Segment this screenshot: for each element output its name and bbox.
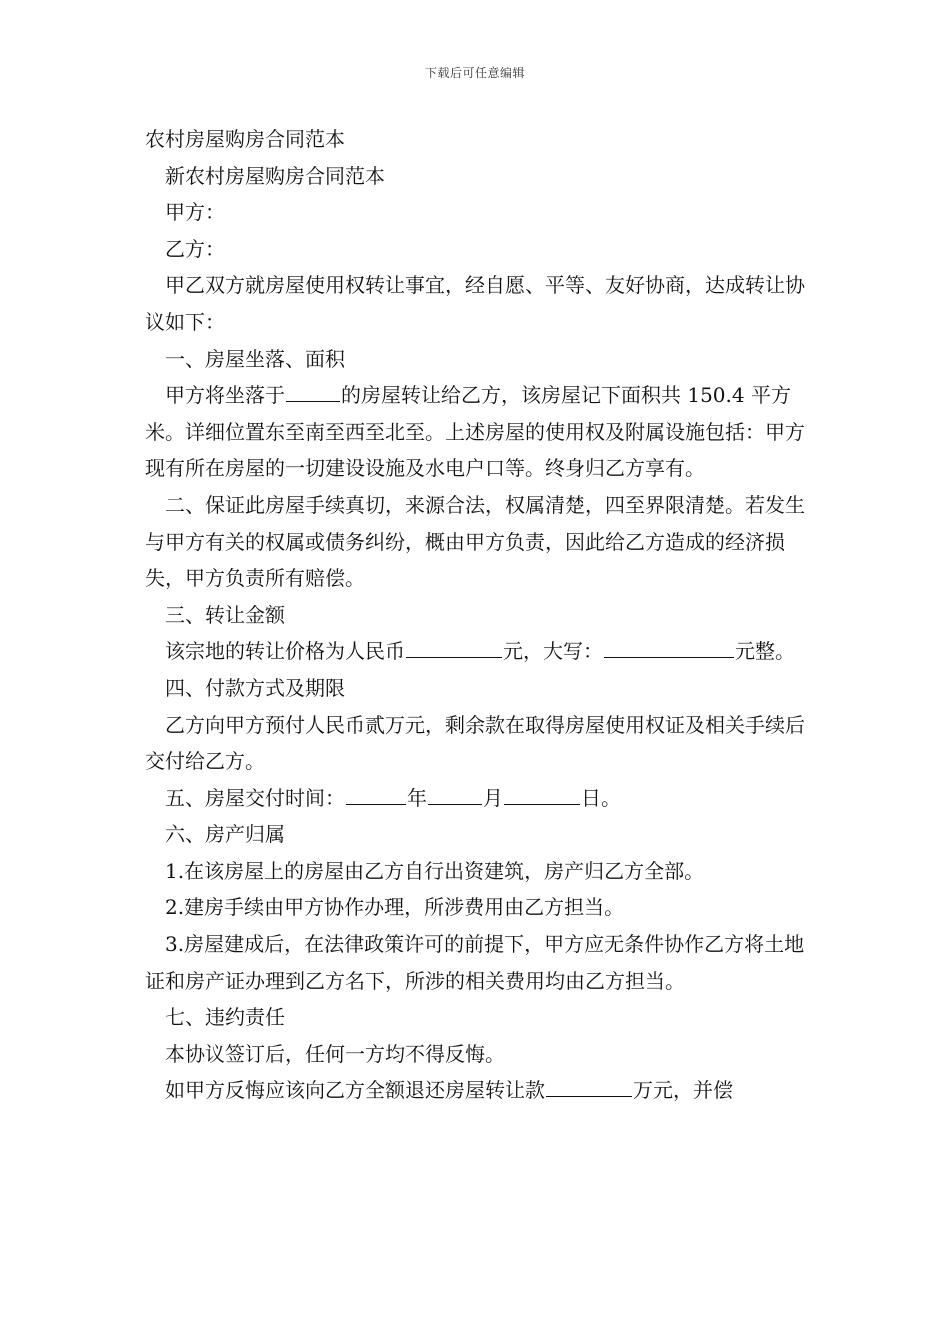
party-b-line: 乙方： (165, 236, 225, 261)
section-2-paragraph: 二、保证此房屋手续真切，来源合法，权属清楚，四至界限清楚。若发生与甲方有关的权属或债务纠纷，概由甲方负责，因此给乙方造成的经济损失，甲方负责所有赔偿。 (145, 492, 805, 591)
document-body (145, 121, 815, 1109)
section-4-title: 四、付款方式及期限 (165, 675, 345, 700)
document-title: 农村房屋购房合同范本 (145, 127, 345, 151)
section-6-item-2: 2.建房手续由甲方协作办理，所涉费用由乙方担当。 (165, 895, 625, 920)
document-subtitle: 新农村房屋购房合同范本 (165, 163, 385, 188)
section-7-paragraph-2 (145, 1072, 815, 1109)
section-5-day-label: 日。 (581, 785, 621, 810)
section-6-item-1: 1.在该房屋上的房屋由乙方自行出资建筑，房产归乙方全部。 (165, 858, 705, 883)
section-1-paragraph (145, 377, 815, 487)
page-header-note: 下载后可任意编辑 (424, 66, 525, 80)
location-blank (286, 400, 340, 402)
section-1-text-b: 的房屋转让给乙方，该房屋记下面积共 150.4 平方米。详细位置东至南至西至北至。上述房屋的使用权及附属设施包括：甲方现有所在房屋的一切建设设施及水电户口等。终身归乙方享有。 (145, 383, 805, 481)
intro-paragraph: 甲乙双方就房屋使用权转让事宜，经自愿、平等、友好协商，达成转让协议如下： (145, 273, 805, 334)
section-3-text-c: 元整。 (735, 639, 795, 664)
section-5-year-label: 年 (407, 785, 427, 810)
section-7-text-b: 万元，并偿 (633, 1078, 733, 1103)
party-a-line: 甲方： (165, 200, 225, 225)
section-3-title: 三、转让金额 (165, 602, 285, 627)
day-blank (504, 803, 580, 805)
section-3-paragraph (145, 633, 815, 670)
month-blank (428, 803, 482, 805)
section-4-paragraph: 乙方向甲方预付人民币贰万元，剩余款在取得房屋使用权证及相关手续后交付给乙方。 (145, 712, 805, 774)
refund-amount-blank (546, 1095, 632, 1097)
section-1-title: 一、房屋坐落、面积 (165, 346, 345, 371)
section-6-item-3: 3.房屋建成后，在法律政策许可的前提下，甲方应无条件协作乙方将土地证和房产证办理到乙方名下，所涉的相关费用均由乙方担当。 (145, 932, 805, 993)
section-7-title: 七、违约责任 (165, 1005, 285, 1030)
section-3-text-b: 元，大写： (503, 639, 603, 664)
section-3-text-a: 该宗地的转让价格为人民币 (165, 639, 405, 664)
price-words-blank (604, 656, 734, 658)
price-number-blank (406, 656, 502, 658)
section-5-month-label: 月 (483, 785, 503, 810)
section-5-line (145, 780, 815, 817)
section-6-title: 六、房产归属 (165, 822, 285, 847)
section-7-paragraph-1: 本协议签订后，任何一方均不得反悔。 (165, 1041, 505, 1066)
section-1-text-a: 甲方将坐落于 (165, 383, 285, 408)
section-5-text-a: 五、房屋交付时间： (165, 785, 345, 810)
section-7-text-a: 如甲方反悔应该向乙方全额退还房屋转让款 (165, 1078, 545, 1103)
year-blank (346, 803, 406, 805)
